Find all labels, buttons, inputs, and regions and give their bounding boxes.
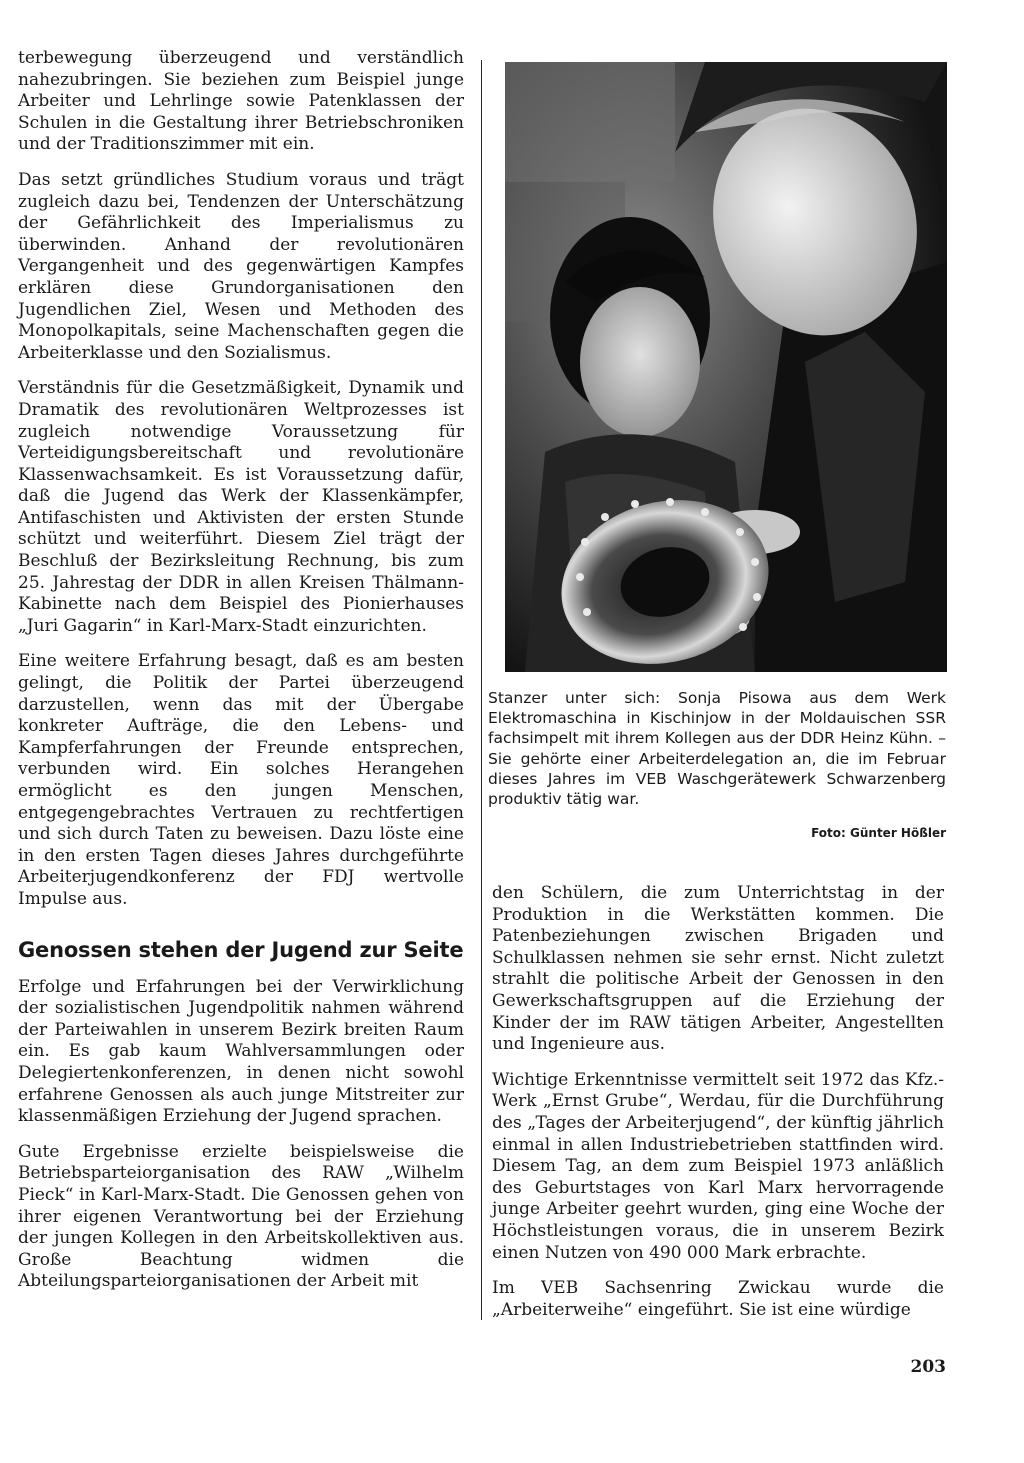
photo-caption: Stanzer unter sich: Sonja Pisowa aus dem Werk Elektromaschina in Kischinjow in der Moldauischen SSR fachsimpelt mit ihrem Kollegen aus der DDR Heinz Kühn. – Sie gehörte einer Arbeiterdelegation an, die im Februar dieses Jahres im VEB Waschgerätewerk Schwarzenberg produktiv tätig war. <box>488 689 946 809</box>
right-column <box>492 883 944 1335</box>
photo-image <box>505 62 947 672</box>
paragraph: den Schülern, die zum Unterrichtstag in der Produktion in die Werkstätten kommen. Die Patenbeziehungen zwischen Brigaden und Schulklassen nehmen sie sehr ernst. Nicht zuletzt strahlt die politische Arbeit der Genossen in den Gewerkschaftsgruppen auf die Erziehung der Kinder der im RAW tätigen Arbeiter, Angestellten und Ingenieure aus. <box>492 883 944 1055</box>
paragraph: terbewegung überzeugend und verständlich nahezubringen. Sie beziehen zum Beispiel junge Arbeiter und Lehrlinge sowie Patenklassen der Schulen in die Gestaltung ihrer Betriebschroniken und der Traditionszimmer mit ein. <box>18 48 464 155</box>
paragraph: Im VEB Sachsenring Zwickau wurde die „Arbeiterweihe“ eingeführt. Sie ist eine würdige <box>492 1278 944 1320</box>
column-divider <box>481 60 482 1320</box>
paragraph: Wichtige Erkenntnisse vermittelt seit 1972 das Kfz.-Werk „Ernst Grube“, Werdau, für die Durchführung des „Tages der Arbeiterjugend“, der künftig jährlich einmal in allen Industriebetrieben stattfinden wird. Diesem Tag, an dem zum Beispiel 1973 anläßlich des Geburtstages von Karl Marx hervorragende junge Arbeiter geehrt wurden, ging eine Woche der Höchstleistungen voraus, die in unserem Bezirk einen Nutzen von 490 000 Mark erbrachte. <box>492 1069 944 1263</box>
photo-credit: Foto: Günter Hößler <box>811 826 946 840</box>
paragraph: Verständnis für die Gesetzmäßigkeit, Dynamik und Dramatik des revolutionären Weltprozesses ist zugleich notwendige Voraussetzung für Verteidigungsbereitschaft und revolutionäre Klassenwachsamkeit. Es ist Voraussetzung dafür, daß die Jugend das Werk der Klassenkämpfer, Antifaschisten und Aktivisten der ersten Stunde schützt und weiterführt. Diesem Ziel trägt der Beschluß der Bezirksleitung Rechnung, bis zum 25. Jahrestag der DDR in allen Kreisen Thälmann-Kabinette nach dem Beispiel des Pionierhauses „Juri Gagarin“ in Karl-Marx-Stadt einzurichten. <box>18 378 464 636</box>
paragraph: Eine weitere Erfahrung besagt, daß es am besten gelingt, die Politik der Partei überzeugend darzustellen, wenn das mit der Übergabe konkreter Aufträge, die den Lebens- und Kampferfahrungen der Freunde entsprechen, verbunden wird. Ein solches Herangehen ermöglicht es den jungen Menschen, entgegengebrachtes Vertrauen zu rechtfertigen und sich durch Taten zu beweisen. Dazu löste eine in den ersten Tagen dieses Jahres durchgeführte Arbeiterjugendkonferenz der FDJ wertvolle Impulse aus. <box>18 651 464 909</box>
left-column <box>18 48 464 1307</box>
photo <box>505 62 947 672</box>
paragraph: Gute Ergebnisse erzielte beispielsweise die Betriebsparteiorganisation des RAW „Wilhelm Pieck“ in Karl-Marx-Stadt. Die Genossen gehen von ihrer eigenen Verantwortung bei der Erziehung der jungen Kollegen in den Arbeitskollektiven aus. Große Beachtung widmen die Abteilungsparteiorganisationen der Arbeit mit <box>18 1141 464 1292</box>
section-heading: Genossen stehen der Jugend zur Seite <box>18 937 464 962</box>
paragraph: Erfolge und Erfahrungen bei der Verwirklichung der sozialistischen Jugendpolitik nahmen während der Parteiwahlen in unserem Bezirk breiten Raum ein. Es gab kaum Wahlversammlungen oder Delegiertenkonferenzen, in denen nicht sowohl erfahrene Genossen als auch junge Mitstreiter zur klassenmäßigen Erziehung der Jugend sprachen. <box>18 976 464 1127</box>
paragraph: Das setzt gründliches Studium voraus und trägt zugleich dazu bei, Tendenzen der Unterschätzung der Gefährlichkeit des Imperialismus zu überwinden. Anhand der revolutionären Vergangenheit und des gegenwärtigen Kampfes erklären diese Grundorganisationen den Jugendlichen Ziel, Wesen und Methoden des Monopolkapitals, seine Machenschaften gegen die Arbeiterklasse und den Sozialismus. <box>18 169 464 363</box>
page-number: 203 <box>910 1357 946 1377</box>
